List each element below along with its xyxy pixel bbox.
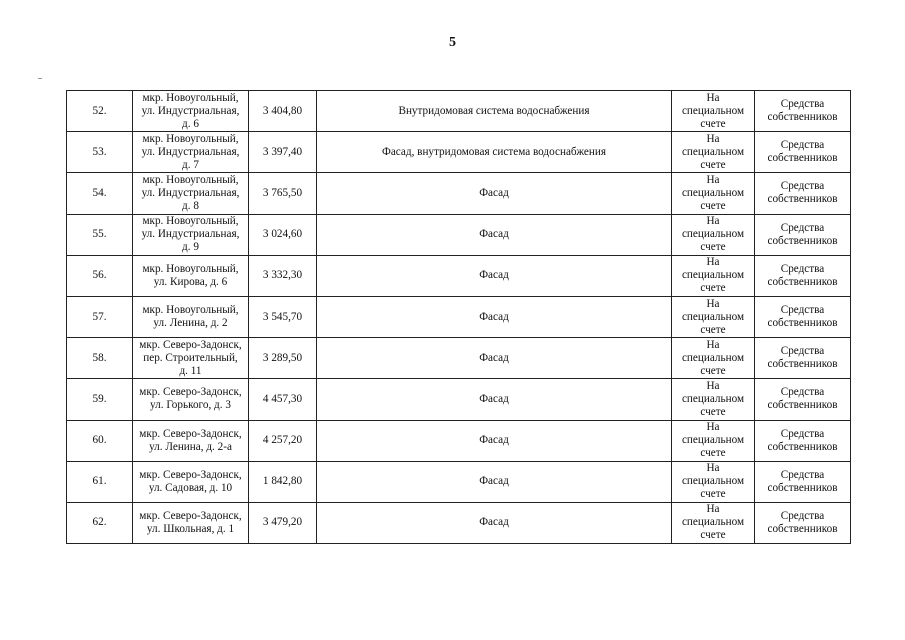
address-line: мкр. Северо-Задонск,	[139, 509, 242, 522]
funding-line: собственников	[767, 440, 838, 453]
work-type-cell: Фасад	[317, 502, 672, 543]
account-cell	[672, 173, 755, 214]
address-cell	[133, 296, 249, 337]
address-line: мкр. Новоугольный,	[142, 132, 239, 145]
table-row	[67, 255, 851, 296]
funding-line: Средства	[780, 427, 825, 440]
address-line: мкр. Новоугольный,	[142, 304, 239, 317]
account-cell	[672, 502, 755, 543]
row-number: 59.	[67, 379, 133, 420]
account-line: На	[706, 297, 720, 310]
funding-line: Средства	[780, 468, 825, 481]
funding-cell	[755, 173, 851, 214]
work-type-cell: Фасад, внутридомовая система водоснабжения	[317, 132, 672, 173]
funding-line: Средства	[780, 180, 825, 193]
account-line: специальном	[681, 351, 745, 364]
address-line: ул. Школьная, д. 1	[146, 522, 235, 535]
work-type-cell: Фасад	[317, 338, 672, 379]
work-type-cell: Фасад	[317, 379, 672, 420]
work-type-cell: Фасад	[317, 214, 672, 255]
funding-line: собственников	[767, 358, 838, 371]
account-line: счете	[700, 117, 726, 130]
row-number: 55.	[67, 214, 133, 255]
account-line: счете	[700, 158, 726, 171]
area-cell: 3 765,50	[249, 173, 317, 214]
funding-line: Средства	[780, 262, 825, 275]
funding-cell	[755, 214, 851, 255]
address-line: ул. Горького, д. 3	[150, 399, 231, 412]
table-row	[67, 173, 851, 214]
funding-line: собственников	[767, 399, 838, 412]
table-row	[67, 420, 851, 461]
address-cell	[133, 91, 249, 132]
account-line: специальном	[681, 104, 745, 117]
address-line: д. 8	[182, 199, 199, 212]
work-type-cell: Фасад	[317, 173, 672, 214]
row-number: 56.	[67, 255, 133, 296]
address-line: д. 11	[179, 364, 202, 377]
account-line: На	[706, 379, 720, 392]
funding-cell	[755, 255, 851, 296]
area-cell: 3 479,20	[249, 502, 317, 543]
account-cell	[672, 379, 755, 420]
table-row	[67, 296, 851, 337]
address-line: ул. Кирова, д. 6	[153, 275, 228, 288]
address-cell	[133, 338, 249, 379]
address-line: мкр. Новоугольный,	[142, 262, 239, 275]
account-line: На	[706, 91, 720, 104]
area-cell: 3 404,80	[249, 91, 317, 132]
page-number: 5	[449, 35, 456, 50]
row-number: 52.	[67, 91, 133, 132]
account-cell	[672, 420, 755, 461]
account-line: специальном	[681, 269, 745, 282]
funding-line: собственников	[767, 193, 838, 206]
address-line: мкр. Северо-Задонск,	[139, 427, 242, 440]
address-cell	[133, 214, 249, 255]
account-line: счете	[700, 488, 726, 501]
area-cell: 1 842,80	[249, 461, 317, 502]
funding-line: собственников	[767, 111, 838, 124]
address-line: ул. Ленина, д. 2	[153, 317, 228, 330]
address-cell	[133, 255, 249, 296]
table-row	[67, 461, 851, 502]
account-line: счете	[700, 405, 726, 418]
account-line: специальном	[681, 228, 745, 241]
funding-line: собственников	[767, 522, 838, 535]
work-type-cell: Внутридомовая система водоснабжения	[317, 91, 672, 132]
work-type-cell: Фасад	[317, 255, 672, 296]
address-line: ул. Ленина, д. 2-а	[149, 440, 232, 453]
account-line: специальном	[681, 434, 745, 447]
funding-line: собственников	[767, 152, 838, 165]
account-line: специальном	[681, 392, 745, 405]
account-line: специальном	[681, 310, 745, 323]
account-line: специальном	[681, 475, 745, 488]
address-line: ул. Индустриальная,	[141, 228, 240, 241]
table-row	[67, 502, 851, 543]
account-line: специальном	[681, 145, 745, 158]
row-number: 61.	[67, 461, 133, 502]
funding-line: Средства	[780, 98, 825, 111]
account-cell	[672, 255, 755, 296]
row-number: 53.	[67, 132, 133, 173]
address-line: д. 7	[182, 158, 199, 171]
account-line: специальном	[681, 516, 745, 529]
funding-cell	[755, 420, 851, 461]
area-cell: 3 332,30	[249, 255, 317, 296]
address-line: мкр. Северо-Задонск,	[139, 386, 242, 399]
account-cell	[672, 132, 755, 173]
account-line: специальном	[681, 186, 745, 199]
address-cell	[133, 379, 249, 420]
funding-cell	[755, 338, 851, 379]
table-row	[67, 379, 851, 420]
funding-cell	[755, 461, 851, 502]
account-cell	[672, 214, 755, 255]
account-cell	[672, 91, 755, 132]
table-row	[67, 91, 851, 132]
area-cell: 4 257,20	[249, 420, 317, 461]
row-number: 57.	[67, 296, 133, 337]
address-cell	[133, 173, 249, 214]
table-row	[67, 132, 851, 173]
area-cell: 3 545,70	[249, 296, 317, 337]
funding-line: Средства	[780, 345, 825, 358]
table-body	[67, 91, 851, 544]
table-row	[67, 214, 851, 255]
address-cell	[133, 502, 249, 543]
work-type-cell: Фасад	[317, 420, 672, 461]
area-cell: 3 024,60	[249, 214, 317, 255]
address-line: ул. Индустриальная,	[141, 186, 240, 199]
account-line: На	[706, 132, 720, 145]
funding-line: собственников	[767, 275, 838, 288]
row-number: 54.	[67, 173, 133, 214]
area-cell: 3 397,40	[249, 132, 317, 173]
account-line: На	[706, 173, 720, 186]
account-line: счете	[700, 241, 726, 254]
address-line: д. 9	[182, 241, 199, 254]
account-cell	[672, 296, 755, 337]
funding-line: Средства	[780, 304, 825, 317]
account-line: счете	[700, 364, 726, 377]
address-line: д. 6	[182, 117, 199, 130]
address-cell	[133, 420, 249, 461]
funding-cell	[755, 296, 851, 337]
work-type-cell: Фасад	[317, 461, 672, 502]
account-line: На	[706, 421, 720, 434]
funding-line: собственников	[767, 317, 838, 330]
address-cell	[133, 132, 249, 173]
address-line: мкр. Новоугольный,	[142, 173, 239, 186]
address-line: пер. Строительный,	[143, 351, 238, 364]
address-line: мкр. Новоугольный,	[142, 215, 239, 228]
work-type-cell: Фасад	[317, 296, 672, 337]
address-line: мкр. Северо-Задонск,	[139, 468, 242, 481]
address-line: ул. Садовая, д. 10	[148, 481, 233, 494]
registry-table	[66, 90, 851, 544]
account-line: счете	[700, 199, 726, 212]
funding-line: собственников	[767, 234, 838, 247]
address-line: ул. Индустриальная,	[141, 104, 240, 117]
funding-line: Средства	[780, 509, 825, 522]
account-line: На	[706, 215, 720, 228]
account-line: счете	[700, 447, 726, 460]
table-row	[67, 338, 851, 379]
funding-line: Средства	[780, 139, 825, 152]
account-line: На	[706, 462, 720, 475]
account-line: На	[706, 338, 720, 351]
funding-line: Средства	[780, 221, 825, 234]
area-cell: 4 457,30	[249, 379, 317, 420]
account-cell	[672, 338, 755, 379]
funding-cell	[755, 132, 851, 173]
account-cell	[672, 461, 755, 502]
account-line: счете	[700, 282, 726, 295]
account-line: На	[706, 256, 720, 269]
funding-line: Средства	[780, 386, 825, 399]
address-line: мкр. Новоугольный,	[142, 91, 239, 104]
address-line: мкр. Северо-Задонск,	[139, 338, 242, 351]
funding-cell	[755, 91, 851, 132]
margin-mark	[38, 78, 42, 79]
row-number: 60.	[67, 420, 133, 461]
row-number: 62.	[67, 502, 133, 543]
area-cell: 3 289,50	[249, 338, 317, 379]
row-number: 58.	[67, 338, 133, 379]
account-line: счете	[700, 529, 726, 542]
funding-line: собственников	[767, 481, 838, 494]
account-line: На	[706, 503, 720, 516]
address-cell	[133, 461, 249, 502]
funding-cell	[755, 502, 851, 543]
address-line: ул. Индустриальная,	[141, 145, 240, 158]
funding-cell	[755, 379, 851, 420]
account-line: счете	[700, 323, 726, 336]
